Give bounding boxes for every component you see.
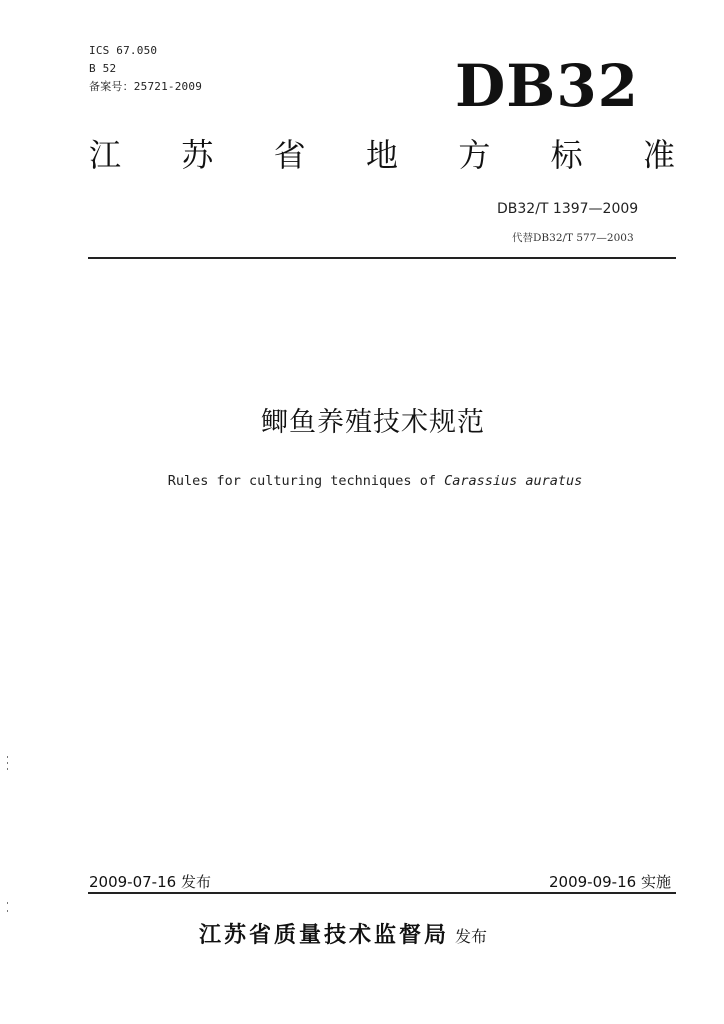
title-chinese: 鲫鱼养殖技术规范 (261, 407, 485, 438)
scan-mark (7, 762, 8, 764)
scan-mark (7, 768, 8, 770)
ics-code: ICS 67.050 (89, 44, 158, 57)
ccs-code: B 52 (89, 62, 117, 75)
header-meta (89, 42, 202, 96)
replaces-standard: 代替DB32/T 577—2003 (512, 232, 634, 244)
record-number: 备案号：25721-2009 (89, 80, 203, 93)
scan-mark (7, 902, 8, 904)
standard-type-char: 地 (365, 136, 398, 174)
standard-type-char: 准 (642, 136, 675, 174)
scan-mark (7, 756, 8, 758)
scan-mark (7, 910, 8, 912)
standard-type-char: 省 (273, 136, 306, 174)
issuer-line (199, 918, 487, 949)
standard-type-char: 方 (458, 136, 491, 174)
implement-date: 2009-09-16 实施 (549, 873, 671, 891)
header-divider (88, 257, 676, 259)
standard-type (89, 130, 675, 176)
title-english (0, 473, 724, 489)
standard-type-char: 江 (89, 136, 122, 174)
issuer-suffix: 发布 (455, 927, 488, 946)
issuer-name: 江苏省质量技术监督局 (199, 923, 450, 948)
title-english-species: Carassius auratus (444, 473, 583, 489)
db-code-logo: DB32 (455, 52, 640, 120)
standard-type-char: 标 (550, 136, 583, 174)
standard-type-char: 苏 (181, 136, 214, 174)
publish-date: 2009-07-16 发布 (89, 873, 211, 891)
standard-number: DB32/T 1397—2009 (497, 201, 639, 217)
footer-divider (88, 892, 676, 894)
title-english-prefix: Rules for culturing techniques of (167, 473, 445, 489)
